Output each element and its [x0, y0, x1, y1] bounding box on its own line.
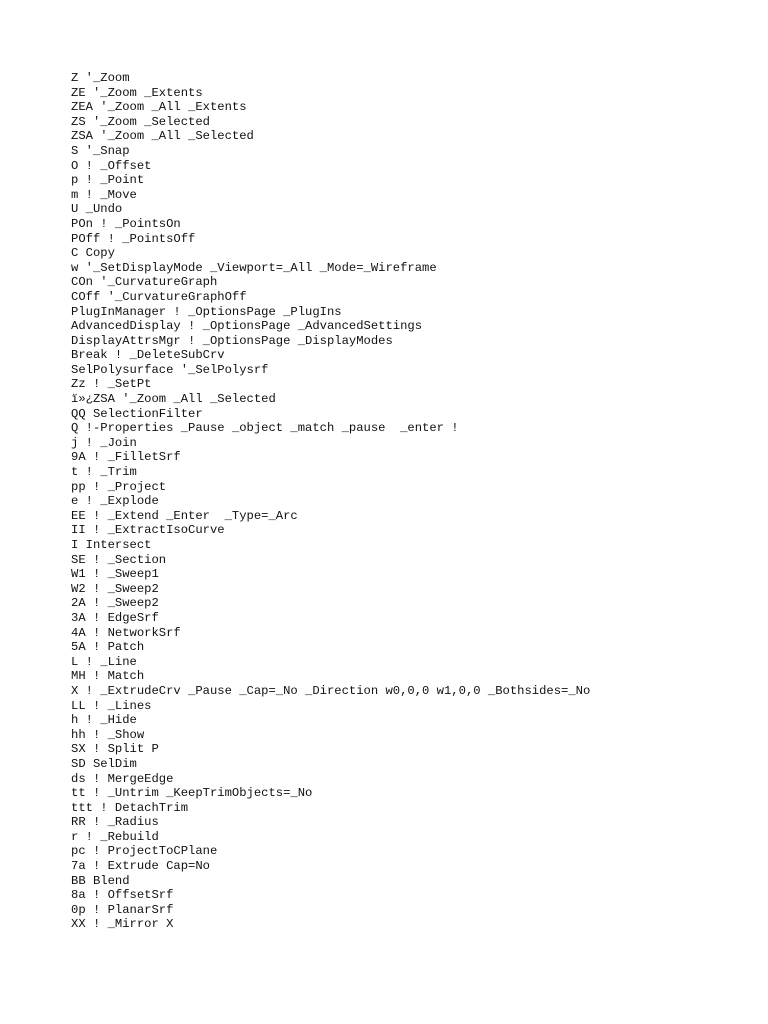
- alias-line: Q !-Properties _Pause _object _match _pause _enter !: [71, 421, 459, 436]
- alias-line: SelPolysurface '_SelPolysrf: [71, 362, 269, 377]
- alias-line: 3A ! EdgeSrf: [71, 610, 159, 625]
- alias-line: I Intersect: [71, 538, 152, 552]
- command-alias-list: [71, 71, 590, 932]
- alias-line: PlugInManager ! _OptionsPage _PlugIns: [71, 304, 342, 319]
- alias-line: hh ! _Show: [71, 727, 145, 742]
- alias-line: 0p ! PlanarSrf: [71, 902, 174, 917]
- alias-line: t ! _Trim: [71, 465, 137, 480]
- alias-line: ZE '_Zoom _Extents: [71, 85, 203, 100]
- alias-line: h ! _Hide: [71, 713, 137, 728]
- alias-line: SX ! Split P: [71, 742, 159, 757]
- alias-line: e ! _Explode: [71, 494, 159, 509]
- alias-line: O ! _Offset: [71, 158, 152, 173]
- alias-line: 4A ! NetworkSrf: [71, 625, 181, 640]
- alias-line: p ! _Point: [71, 173, 145, 188]
- alias-line: ZSA '_Zoom _All _Selected: [71, 129, 254, 144]
- alias-line: W2 ! _Sweep2: [71, 581, 159, 596]
- alias-line: r ! _Rebuild: [71, 829, 159, 844]
- alias-line: Zz ! _SetPt: [71, 377, 152, 392]
- alias-line: j ! _Join: [71, 435, 137, 450]
- alias-line: pp ! _Project: [71, 479, 167, 494]
- alias-line: ï»¿ZSA '_Zoom _All _Selected: [71, 392, 276, 407]
- alias-line: m ! _Move: [71, 187, 137, 202]
- alias-line: DisplayAttrsMgr ! _OptionsPage _DisplayModes: [71, 333, 393, 348]
- alias-line: w '_SetDisplayMode _Viewport=_All _Mode=_Wireframe: [71, 260, 437, 275]
- alias-line: 8a ! OffsetSrf: [71, 888, 174, 903]
- alias-line: II ! _ExtractIsoCurve: [71, 523, 225, 538]
- alias-line: 9A ! _FilletSrf: [71, 450, 181, 465]
- alias-line: RR ! _Radius: [71, 815, 159, 830]
- alias-line: 7a ! Extrude Cap=No: [71, 859, 210, 874]
- alias-line: MH ! Match: [71, 669, 145, 684]
- alias-line: W1 ! _Sweep1: [71, 567, 159, 582]
- alias-line: POff ! _PointsOff: [71, 231, 196, 246]
- alias-line: S '_Snap: [71, 143, 130, 158]
- alias-line: AdvancedDisplay ! _OptionsPage _AdvancedSettings: [71, 319, 423, 334]
- alias-line: pc ! ProjectToCPlane: [71, 844, 218, 859]
- alias-line: SD SelDim: [71, 756, 137, 771]
- alias-line: COff '_CurvatureGraphOff: [71, 289, 247, 304]
- alias-line: tt ! _Untrim _KeepTrimObjects=_No: [71, 786, 313, 801]
- alias-line: Z '_Zoom: [71, 71, 130, 85]
- alias-line: XX ! _Mirror X: [71, 917, 174, 932]
- alias-line: 2A ! _Sweep2: [71, 596, 159, 611]
- alias-line: COn '_CurvatureGraph: [71, 275, 218, 290]
- alias-line: EE ! _Extend _Enter _Type=_Arc: [71, 508, 298, 523]
- alias-line: ds ! MergeEdge: [71, 771, 174, 786]
- alias-line: Break ! _DeleteSubCrv: [71, 348, 225, 363]
- alias-line: BB Blend: [71, 873, 130, 888]
- alias-line: U _Undo: [71, 202, 123, 217]
- alias-line: ttt ! DetachTrim: [71, 800, 189, 815]
- alias-line: POn ! _PointsOn: [71, 216, 181, 231]
- alias-line: 5A ! Patch: [71, 640, 145, 655]
- alias-line: ZS '_Zoom _Selected: [71, 114, 210, 129]
- alias-line: SE ! _Section: [71, 552, 167, 567]
- alias-line: ZEA '_Zoom _All _Extents: [71, 100, 247, 115]
- alias-line: L ! _Line: [71, 654, 137, 669]
- alias-line: C Copy: [71, 246, 115, 261]
- alias-line: X ! _ExtrudeCrv _Pause _Cap=_No _Direction w0,0,0 w1,0,0 _Bothsides=_No: [71, 683, 591, 698]
- alias-line: LL ! _Lines: [71, 698, 152, 713]
- alias-line: QQ SelectionFilter: [71, 406, 203, 421]
